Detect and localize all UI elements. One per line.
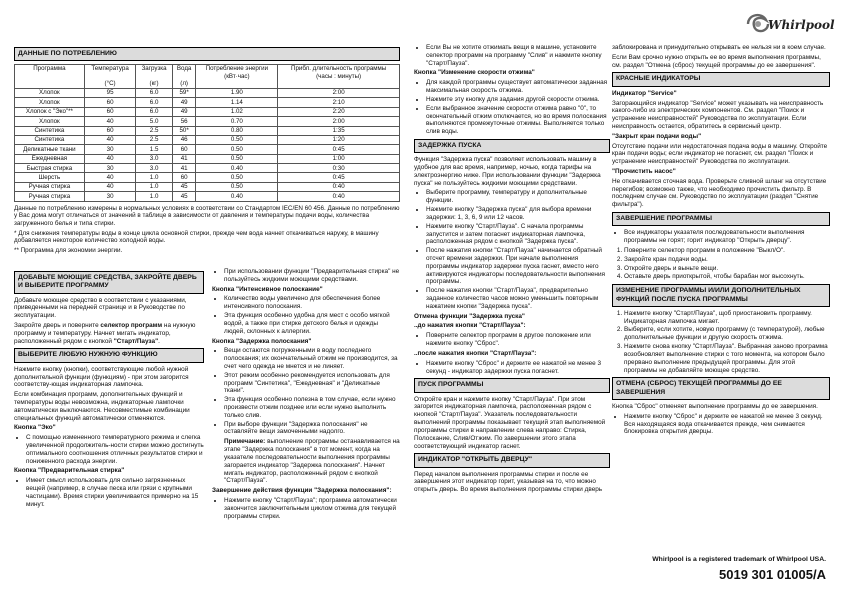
table-row: [15, 173, 400, 182]
table-cell: 56: [172, 117, 196, 126]
function-text-2: Если комбинация программ, дополнительных функций и температуры воды невозможна, индикаторные лампочки автоматически выключаются. Несовместимые комбинации специальных функций автоматически отменяются.: [14, 391, 190, 422]
list-item: • С помощью измененного температурного режима и слегка увеличенной продолжитель-ности стирки можно достигнуть оптимального соотношения отличных результатов стирки и пониженного расхода энергии.: [26, 434, 204, 465]
table-cell: 1:20: [278, 135, 400, 144]
service-title: Индикатор "Service": [612, 89, 677, 97]
table-cell: 40: [84, 182, 136, 191]
table-cell: 49: [172, 107, 196, 116]
intensive-title: Кнопка "Интенсивное полоскание": [212, 285, 323, 293]
table-cell: 0.50: [196, 182, 278, 191]
table-cell: Ежедневная: [15, 154, 85, 163]
end-steps-list: [612, 247, 830, 281]
table-cell: 2:10: [278, 98, 400, 107]
list-item: • Количество воды увеличено для обеспечения более интенсивного полоскания.: [224, 295, 400, 311]
table-cell: 1:35: [278, 126, 400, 135]
section-header-door: ИНДИКАТОР "ОТКРЫТЬ ДВЕРЦУ": [414, 453, 610, 467]
list-item: 1. Нажмите кнопку "Старт/Пауза", щоб приостановить программу. Индикаторная лампочка мигает.: [624, 310, 830, 326]
table-cell: Хлопок: [15, 88, 85, 97]
list-item: • Нажмите кнопку "Старт/Пауза". С начала программы запустится и затем погаснет индикаторная лампочка, расположенная рядом с кнопкой "Задержка пуска".: [426, 223, 610, 246]
table-cell: Ручная стирка: [15, 182, 85, 191]
table-cell: 0.50: [196, 154, 278, 163]
table-row: [15, 154, 400, 163]
section-header-detergent: ДОБАВЬТЕ МОЮЩИЕ СРЕДСТВА, ЗАКРОЙТЕ ДВЕРЬ И ВЫБЕРИТЕ ПРОГРАММУ: [14, 271, 204, 294]
spin-title: Кнопка "Изменение скорости отжима": [414, 69, 535, 77]
table-cell: 6.0: [136, 98, 172, 107]
list-item: 2. Выберите, если хотите, новую программу (с температурой), любые дополнительные функции и другую скорость отжима.: [624, 326, 830, 342]
table-cell: 1:00: [278, 154, 400, 163]
footnote-cold-water: * Для снижения температуры воды в конце цикла основной стирки, прежде чем вода начнет откачиваться наружу, в машину добавляется некоторое количество холодной воды.: [14, 229, 379, 245]
list-item: • Нажмите кнопку "Задержка пуска" для выбора времени задержки: 1, 3, 6, 9 или 12 часов.: [426, 206, 610, 222]
table-cell: 30: [84, 145, 136, 154]
table-header-cell: Вода (л): [172, 65, 196, 89]
door-text: Перед началом выполнения программы стирки и после ее завершения этот индикатор горит, указывая на то, что можно открыть дверь. Во время выполнения программы стирки дверь: [414, 470, 603, 494]
footnote-eco: ** Программа для экономии энергии.: [14, 247, 123, 255]
table-row: [15, 107, 400, 116]
table-cell: Хлопок с "Эко"**: [15, 107, 85, 116]
table-cell: Деликатные ткани: [15, 145, 85, 154]
table-cell: 1.5: [136, 145, 172, 154]
table-cell: 1.0: [136, 182, 172, 191]
section-header-end: ЗАВЕРШЕНИЕ ПРОГРАММЫ: [612, 212, 830, 226]
table-header-cell: Программа: [15, 65, 85, 89]
table-cell: 40: [84, 135, 136, 144]
table-row: [15, 145, 400, 154]
table-header-cell: Потребление энергии (кВт·час): [196, 65, 278, 89]
list-item: • Нажмите кнопку "Сброс" и держите ее нажатой не менее 3 секунд. Вся находящаяся вода откачивается прежде, чем снимается блокировка открытия дверцы.: [624, 413, 830, 436]
hold-list: [212, 347, 400, 436]
list-item: • Нажмите эту кнопку для задания другой скорости отжима.: [426, 96, 610, 104]
door-text-urgent: Если Вам срочно нужно открыть ее во время выполнения программы, см. раздел "Отмена (сброс) текущей программы до ее завершения".: [612, 53, 821, 69]
table-row: [15, 135, 400, 144]
list-item: • Если Вы не хотите отжимать вещи в машине, установите селектор программ на программу "Слив" и нажмите кнопку "Старт/Пауза".: [426, 44, 610, 67]
section-header-delay: ЗАДЕРЖКА ПУСКА: [414, 139, 610, 153]
list-item: • После нажатия кнопки "Старт/Пауза", предварительно заданное количество часов можно уменьшить повторным нажатием кнопки "Задержка пуска".: [426, 287, 610, 310]
reset-list: [612, 413, 830, 436]
table-cell: 50*: [172, 126, 196, 135]
table-cell: 2.5: [136, 126, 172, 135]
list-item: • Нажмите кнопку "Старт/Пауза"; программа автоматически закончится заключительным циклом отжима для текущей программы стирки.: [224, 497, 400, 520]
drain-note-list: [414, 44, 610, 67]
table-cell: Хлопок: [15, 117, 85, 126]
table-cell: 1.0: [136, 173, 172, 182]
consumption-section: [14, 44, 400, 257]
table-cell: 49: [172, 98, 196, 107]
tap-title: "Закрыт кран подачи воды": [612, 132, 702, 140]
table-row: [15, 192, 400, 201]
table-cell: 41: [172, 154, 196, 163]
function-text-1: Нажмите кнопку (кнопки), соответствующие любой нужной дополнительной функции (функциям) - при этом загорится соответству-ющая индикаторная лампочка.: [14, 365, 189, 389]
end-bullet-list: [612, 229, 830, 245]
list-item: • Поверните селектор программ в другое положение или нажмите кнопку "Сброс".: [426, 332, 610, 348]
list-item: 4. Оставьте дверь приоткрытой, чтобы барабан мог высохнуть.: [624, 273, 830, 281]
table-cell: Синтетика: [15, 126, 85, 135]
change-steps-list: [612, 310, 830, 375]
table-cell: 6.0: [136, 88, 172, 97]
consumption-note: Данные по потреблению измерены в нормальных условиях в соответствии со Стандартом IEC/EN 60 456. Данные по потреблению у Вас дома могут отличаться от значений в таблице в зависимости от давления и температуры подачи воды, количества загруженного белья и типа стирки.: [14, 204, 400, 227]
spin-delay-section: [414, 44, 610, 496]
table-cell: 0.50: [196, 135, 278, 144]
hold-title: Кнопка "Задержка полоскания": [212, 337, 312, 345]
table-cell: 0:40: [278, 192, 400, 201]
eco-title: Кнопка "Эко": [14, 424, 56, 432]
table-cell: Синтетика: [15, 135, 85, 144]
consumption-table: [14, 64, 400, 201]
list-item: • При использовании функции "Предварительная стирка" не пользуйтесь жидкими моющими средствами.: [224, 268, 400, 284]
delay-before-title: ..до нажатия кнопки "Старт/Пауза":: [414, 322, 526, 330]
table-cell: 60: [84, 126, 136, 135]
table-cell: 2:20: [278, 107, 400, 116]
table-cell: 2:00: [278, 88, 400, 97]
table-cell: 0.80: [196, 126, 278, 135]
delay-after-title: ..после нажатия кнопки "Старт/Пауза":: [414, 349, 537, 357]
section-header-red: КРАСНЫЕ ИНДИКАТОРЫ: [612, 72, 830, 86]
service-text: Загорающийся индикатор "Service" может указывать на неисправность какого-либо из электрических компонентов. См. раздел "Поиск и устранение неисправностей" Руководства по эксплуатации. Если неисправность остается, обратитесь в сервисный центр.: [612, 99, 824, 130]
table-cell: 0:45: [278, 145, 400, 154]
section-header-function: ВЫБЕРИТЕ ЛЮБУЮ НУЖНУЮ ФУНКЦИЮ: [14, 348, 204, 362]
tap-text: Отсутствие подачи или недостаточная подача воды в машину. Откройте кран подачи воды; если индикатор не погаснет, см. раздел "Поиск и устранение неисправностей" Руководства по эксплуатации.: [612, 142, 828, 166]
list-item: 2. Закройте кран подачи воды.: [624, 256, 830, 264]
table-cell: 45: [172, 182, 196, 191]
table-cell: 30: [84, 164, 136, 173]
list-item: 1. Поверните селектор программ в положение "Выкл/O".: [624, 247, 830, 255]
delay-cancel-title: Отмена функции "Задержка пуска": [414, 312, 525, 320]
table-row: [15, 88, 400, 97]
table-cell: 0.50: [196, 173, 278, 182]
table-cell: Шерсть: [15, 173, 85, 182]
reset-text: Кнопка "Сброс" отменяет выполнение программы до ее завершения.: [612, 402, 818, 410]
table-cell: 5.0: [136, 117, 172, 126]
table-body: [15, 88, 400, 201]
prewash-list: [14, 477, 204, 508]
spin-list: [414, 79, 610, 136]
table-cell: Хлопок: [15, 98, 85, 107]
list-item: • Эта функция особенно полезна в том случае, если нужно произвести отжим позднее или если нужно выполнить только слив.: [224, 396, 400, 419]
prewash-note-list: [212, 268, 400, 284]
table-row: [15, 164, 400, 173]
table-cell: 40: [84, 173, 136, 182]
table-cell: 2.5: [136, 135, 172, 144]
prewash-title: Кнопка "Предварительная стирка": [14, 467, 125, 475]
list-item: • Эта функция особенно удобна для мест с особо мягкой водой, а также при стирке детского белья и одежды людей, склонных к аллергии.: [224, 312, 400, 335]
table-cell: 60: [172, 145, 196, 154]
list-item: • Этот режим особенно рекомендуется использовать для программ "Синтетика", "Ежедневная" и "Деликатные ткани".: [224, 372, 400, 395]
options-section: [212, 268, 400, 522]
list-item: • Все индикаторы указателя последовательности выполнения программы не горят; горит индикатор "Открыть дверцу".: [624, 229, 830, 245]
table-cell: 1.90: [196, 88, 278, 97]
hold-note: Примечание: выполнение программы останавливается на этапе "Задержка полоскания" в тот момент, когда на указателе последовательности выполнения программы загорается индикатор "Задержка полоскания". Начнет мигать индикатор, расположенный рядом с кнопкой "Старт/Пауза".: [224, 438, 400, 485]
trademark-note: Whirlpool is a registered trademark of Whirlpool USA.: [652, 556, 826, 563]
list-item: • Нажмите кнопку "Сброс" и держите ее нажатой не менее 3 секунд - индикатор задержки пуска погаснет.: [426, 360, 610, 376]
table-cell: 95: [84, 88, 136, 97]
table-cell: 0:30: [278, 164, 400, 173]
table-cell: 3.0: [136, 154, 172, 163]
door-program-text: Закройте дверь и поверните селектор программ на нужную программу и температуру. Начнет мигать индикатор, расположенный рядом с кнопкой "Старт/Пауза".: [14, 322, 196, 345]
table-cell: Ручная стирка: [15, 192, 85, 201]
filter-title: "Прочистить насос": [612, 168, 676, 176]
table-cell: 46: [172, 135, 196, 144]
delay-list: [414, 189, 610, 310]
hold-finish-list: [212, 497, 400, 520]
table-cell: 60: [84, 107, 136, 116]
brand-logo: [742, 8, 835, 40]
section-header-reset: ОТМЕНА (СБРОС) ТЕКУЩЕЙ ПРОГРАММЫ ДО ЕЕ ЗАВЕРШЕНИЯ: [612, 377, 830, 400]
list-item: • Выберите программу, температуру и дополнительные функции.: [426, 189, 610, 205]
detergent-section: [14, 268, 204, 511]
intensive-list: [212, 295, 400, 335]
table-cell: Быстрая стирка: [15, 164, 85, 173]
start-text: Откройте кран и нажмите кнопку "Старт/Пауза". При этом загорится индикаторная лампочка, расположенная рядом с кнопкой "Старт/Пауза". Указатель последовательности выполнений программы показывает текущий этап выполняемой программы стирки в направлении слева направо: Стирка, Полоскание, Слив/Отжим. По завершении этого этапа соответствующий индикатор гаснет.: [414, 395, 606, 450]
delay-text: Функция "Задержка пуска" позволяет использовать машину в удобное для вас время, например, ночью, когда тарифы на электроэнергию ниже. При использовании функции "Задержка пуска" не пользуйтесь жидкими моющими средствами.: [414, 156, 601, 187]
table-cell: 45: [172, 192, 196, 201]
list-item: • Вещи остаются погруженными в воду последнего полоскания; их окончательный отжим не производится, за счет чего одежда не мнется и не линяет.: [224, 347, 400, 370]
table-header-cell: Прибл. длительность программы (часы : минуты): [278, 65, 400, 89]
table-cell: 0:40: [278, 182, 400, 191]
list-item: • Если выбранное значение скорости отжима равно "0", то окончательный отжим отключается, но во время полоскания выполняются промежуточные отжимы. Выполняется только слив воды.: [426, 105, 610, 136]
table-header-cell: Загрузка (кг): [136, 65, 172, 89]
delay-after-list: [414, 360, 610, 376]
table-cell: 40: [84, 154, 136, 163]
hold-finish-title: Завершение действия функции "Задержка полоскания":: [212, 487, 392, 495]
document-code: 5019 301 01005/A: [719, 567, 826, 582]
table-cell: 60: [172, 173, 196, 182]
table-row: [15, 98, 400, 107]
table-cell: 41: [172, 164, 196, 173]
table-cell: 1.14: [196, 98, 278, 107]
table-cell: 60: [84, 98, 136, 107]
indicators-section: [612, 44, 830, 438]
list-item: 3. Откройте дверь и выньте вещи.: [624, 265, 830, 273]
table-row: [15, 117, 400, 126]
table-row: [15, 126, 400, 135]
brand-logo-text: Whirlpool: [768, 18, 835, 32]
table-cell: 0.40: [196, 192, 278, 201]
table-header-row: [15, 65, 400, 89]
delay-before-list: [414, 332, 610, 348]
list-item: • Имеет смысл использовать для сильно загрязненных вещей (например, в случае песка или грязи с крупными частицами). Время стирки увеличивается примерно на 15 минут.: [26, 477, 204, 508]
door-text-cont: заблокирована и принудительно открывать ее нельзя ни в коем случае.: [612, 44, 826, 51]
table-cell: 6.0: [136, 107, 172, 116]
table-cell: 0.50: [196, 145, 278, 154]
list-item: 3. Нажмите снова кнопку "Старт/Пауза". Выбранная заново программа возобновляет выполнение стирки с того момента, на котором было прервано выполнение предыдущей программы. Для этой программы не добавляйте моющее средство.: [624, 343, 830, 374]
table-cell: 1.0: [136, 192, 172, 201]
table-cell: 2:00: [278, 117, 400, 126]
list-item: • После нажатия кнопки "Старт/Пауза" начинается обратный отсчет времени задержки. При начале выполнения программы индикатор задержки пуска гаснет, вместо него активируются индикаторы последовательности выполнения программы.: [426, 247, 610, 286]
detergent-text: Добавьте моющее средство в соответствии с указаниями, приведенными на передней странице и в Руководстве по эксплуатации.: [14, 296, 187, 320]
section-header-change: ИЗМЕНЕНИЕ ПРОГРАММЫ И/ИЛИ ДОПОЛНИТЕЛЬНЫХ ФУНКЦИЙ ПОСЛЕ ПУСКА ПРОГРАММЫ: [612, 284, 830, 307]
table-cell: 0:45: [278, 173, 400, 182]
table-cell: 1.02: [196, 107, 278, 116]
table-cell: 0.70: [196, 117, 278, 126]
table-cell: 0.40: [196, 164, 278, 173]
filter-text: Не откачивается сточная вода. Проверьте сливной шланг на отсутствие перегибов; возможно также, что необходимо прочистить фильтр. В последнем случае см. Руководство по эксплуатации (раздел "Снятие фильтра").: [612, 177, 827, 209]
table-cell: 40: [84, 117, 136, 126]
table-cell: 3.0: [136, 164, 172, 173]
table-header-cell: Температура (°C): [84, 65, 136, 89]
section-header-consumption: ДАННЫЕ ПО ПОТРЕБЛЕНИЮ: [14, 47, 400, 61]
eco-list: [14, 434, 204, 465]
table-row: [15, 182, 400, 191]
list-item: • При выборе функции "Задержка полоскания" не оставляйте вещи замоченными надолго.: [224, 421, 400, 437]
table-cell: 30: [84, 192, 136, 201]
table-cell: 59*: [172, 88, 196, 97]
list-item: • Для каждой программы существует автоматически заданная максимальная скорость отжима.: [426, 79, 610, 95]
section-header-start: ПУСК ПРОГРАММЫ: [414, 378, 610, 392]
